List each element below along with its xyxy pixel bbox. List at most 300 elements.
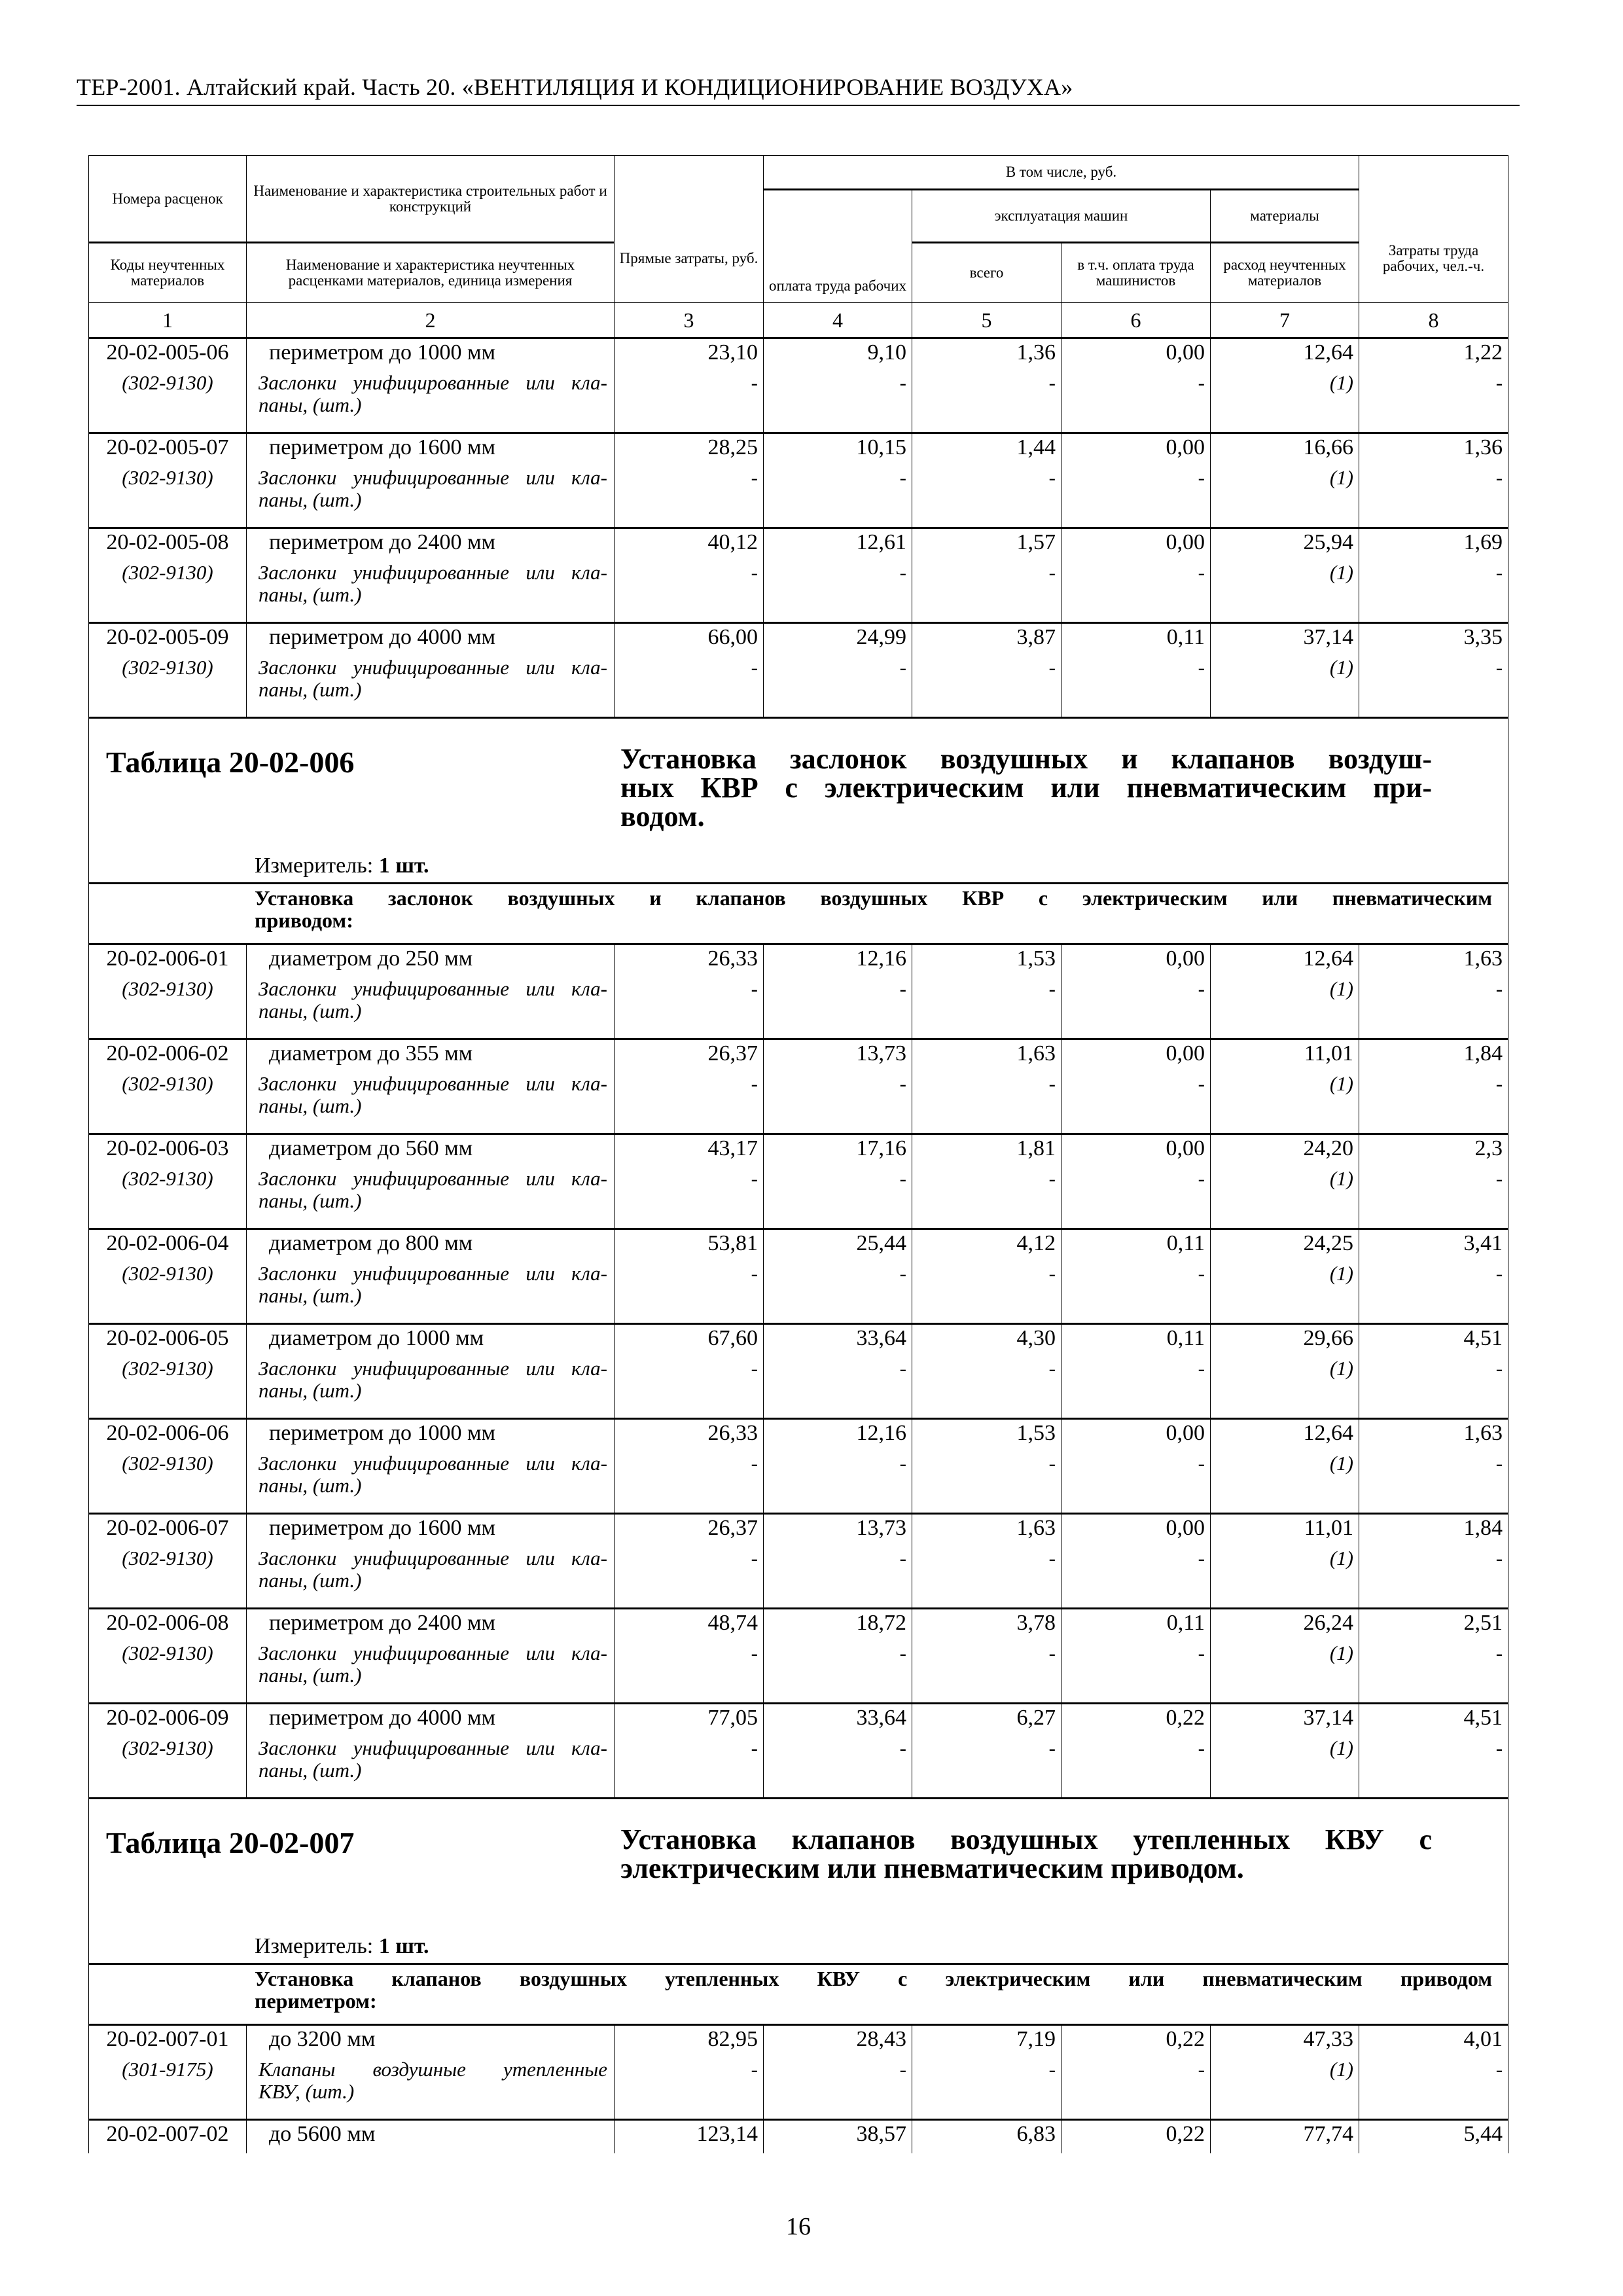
column-numbers-row [89, 303, 1508, 338]
material-description-line: паны, (шт.) [259, 1474, 362, 1497]
rate-value: 4,51 [1359, 1324, 1508, 1358]
material-description [247, 1073, 615, 1134]
material-code: (302-9130) [89, 1357, 247, 1419]
material-row [89, 1452, 1508, 1514]
rate-value: 1,53 [912, 1419, 1061, 1453]
material-value: - [615, 1263, 764, 1324]
material-value: - [912, 1168, 1061, 1229]
rate-value: 0,00 [1061, 1419, 1211, 1453]
material-value: - [615, 1737, 764, 1799]
material-description [247, 2058, 615, 2120]
rate-value: 0,00 [1061, 433, 1211, 467]
column-number: 1 [89, 303, 247, 338]
table-title [620, 1825, 1432, 1883]
rate-description: периметром до 1600 мм [247, 433, 615, 467]
rate-code: 20-02-007-02 [89, 2120, 247, 2154]
rate-value: 13,73 [764, 1514, 912, 1548]
rate-value: 67,60 [615, 1324, 764, 1358]
rate-value: 1,84 [1359, 1039, 1508, 1073]
rate-value: 6,83 [912, 2120, 1061, 2154]
material-value: - [1061, 1452, 1211, 1514]
rate-value: 13,73 [764, 1039, 912, 1073]
rate-value: 12,64 [1211, 944, 1359, 978]
material-value: - [764, 1642, 912, 1704]
rate-value: 29,66 [1211, 1324, 1359, 1358]
rate-value: 24,20 [1211, 1134, 1359, 1168]
material-value: - [912, 978, 1061, 1039]
material-code: (302-9130) [89, 1452, 247, 1514]
material-row [89, 1547, 1508, 1609]
material-value: - [1061, 1357, 1211, 1419]
rate-value: 0,11 [1061, 1324, 1211, 1358]
rate-value: 2,51 [1359, 1609, 1508, 1643]
rate-value: 48,74 [615, 1609, 764, 1643]
rate-value: 1,63 [912, 1514, 1061, 1548]
rate-value: 1,53 [912, 944, 1061, 978]
rate-description: периметром до 2400 мм [247, 528, 615, 562]
material-code: (302-9130) [89, 1642, 247, 1704]
rate-value: 43,17 [615, 1134, 764, 1168]
rate-value: 5,44 [1359, 2120, 1508, 2154]
material-description [247, 1642, 615, 1704]
material-code: (302-9130) [89, 1737, 247, 1799]
material-description [247, 372, 615, 433]
material-value: - [1359, 978, 1508, 1039]
material-value: (1) [1211, 1263, 1359, 1324]
material-value: - [764, 2058, 912, 2120]
material-row [89, 372, 1508, 433]
rate-value: 3,35 [1359, 623, 1508, 657]
rate-value: 3,87 [912, 623, 1061, 657]
material-row [89, 1737, 1508, 1799]
material-value: (1) [1211, 2058, 1359, 2120]
rate-value: 12,64 [1211, 1419, 1359, 1453]
table-title-line: ных КВР с электрическим или пневматическим при- [620, 772, 1432, 804]
material-value: - [1359, 372, 1508, 433]
material-value: - [764, 1737, 912, 1799]
material-row [89, 656, 1508, 718]
unit-label: Измеритель: [255, 1934, 374, 1958]
rate-code: 20-02-006-04 [89, 1229, 247, 1263]
material-value: - [764, 372, 912, 433]
column-number: 6 [1061, 303, 1211, 338]
rate-value: 37,14 [1211, 1704, 1359, 1738]
rate-description: до 3200 мм [247, 2025, 615, 2059]
rate-value: 17,16 [764, 1134, 912, 1168]
rate-value: 4,01 [1359, 2025, 1508, 2059]
rate-value: 33,64 [764, 1704, 912, 1738]
column-number: 2 [247, 303, 615, 338]
rate-description: периметром до 1000 мм [247, 338, 615, 372]
material-description-line: Заслонки унифицированные или кла- [259, 656, 607, 679]
material-value: - [615, 1168, 764, 1229]
table-title-row [89, 718, 1508, 884]
material-description-line: Заслонки унифицированные или кла- [259, 1357, 607, 1380]
rate-row [89, 433, 1508, 467]
material-value: - [1359, 1642, 1508, 1704]
group-heading [89, 1964, 1508, 2025]
group-heading [89, 884, 1508, 944]
material-value: - [615, 1452, 764, 1514]
rate-value: 1,36 [1359, 433, 1508, 467]
material-value: - [1359, 1452, 1508, 1514]
material-code: (302-9130) [89, 978, 247, 1039]
material-value: - [764, 1263, 912, 1324]
material-code: (302-9130) [89, 1168, 247, 1229]
rate-value: 28,25 [615, 433, 764, 467]
material-value: - [764, 978, 912, 1039]
rate-value: 9,10 [764, 338, 912, 372]
material-value: (1) [1211, 978, 1359, 1039]
material-value: - [1359, 1263, 1508, 1324]
material-description [247, 562, 615, 623]
rate-value: 26,24 [1211, 1609, 1359, 1643]
group-heading-row [89, 1964, 1508, 2025]
material-value: - [1061, 656, 1211, 718]
material-description-line: паны, (шт.) [259, 1759, 362, 1782]
rate-value: 18,72 [764, 1609, 912, 1643]
rate-value: 12,16 [764, 1419, 912, 1453]
material-value: - [764, 1357, 912, 1419]
material-value: (1) [1211, 467, 1359, 528]
table-title-line: электрическим или пневматическим приводом. [620, 1852, 1244, 1884]
material-code: (302-9130) [89, 656, 247, 718]
table-title-cell [89, 718, 1508, 884]
rate-code: 20-02-005-07 [89, 433, 247, 467]
rate-value: 26,37 [615, 1039, 764, 1073]
rate-value: 1,81 [912, 1134, 1061, 1168]
material-value: - [1061, 1168, 1211, 1229]
material-description-line: паны, (шт.) [259, 583, 362, 606]
material-value: - [615, 372, 764, 433]
material-description [247, 1168, 615, 1229]
rate-description: периметром до 4000 мм [247, 623, 615, 657]
header-labor-hours: Затраты труда рабочих, чел.-ч. [1359, 156, 1508, 303]
header-material-names: Наименование и характеристика неучтенных расценками материалов, единица измерения [247, 243, 615, 303]
rate-value: 12,16 [764, 944, 912, 978]
rate-code: 20-02-006-01 [89, 944, 247, 978]
rate-value: 12,64 [1211, 338, 1359, 372]
material-value: - [1359, 1737, 1508, 1799]
rate-row [89, 1324, 1508, 1358]
table-title-line: Установка клапанов воздушных утепленных КВУ с [620, 1823, 1432, 1856]
rate-row [89, 1419, 1508, 1453]
rate-value: 2,3 [1359, 1134, 1508, 1168]
rate-value: 1,44 [912, 433, 1061, 467]
rate-value: 0,00 [1061, 1039, 1211, 1073]
rate-code: 20-02-006-02 [89, 1039, 247, 1073]
rate-value: 66,00 [615, 623, 764, 657]
rate-value: 3,78 [912, 1609, 1061, 1643]
material-description-line: Клапаны воздушные утепленные [259, 2058, 607, 2081]
group-heading-line: Установка клапанов воздушных утепленных КВУ с электрическим или пневматическим приводом [255, 1967, 1493, 1990]
rate-code: 20-02-006-05 [89, 1324, 247, 1358]
material-row [89, 1642, 1508, 1704]
material-description-line: КВУ, (шт.) [259, 2080, 355, 2103]
table-title-line: водом. [620, 800, 705, 833]
header-worker-pay: оплата труда рабочих [764, 190, 912, 303]
material-description [247, 978, 615, 1039]
rate-value: 1,22 [1359, 338, 1508, 372]
material-value: - [912, 1452, 1061, 1514]
rate-row [89, 944, 1508, 978]
rate-row [89, 1039, 1508, 1073]
header-machinist-pay: в т.ч. оплата труда машинистов [1061, 243, 1211, 303]
rate-value: 23,10 [615, 338, 764, 372]
material-value: - [615, 1642, 764, 1704]
rate-value: 0,22 [1061, 2025, 1211, 2059]
header-material-consumption: расход неучтенных материалов [1211, 243, 1359, 303]
rate-value: 0,11 [1061, 1229, 1211, 1263]
rate-value: 77,74 [1211, 2120, 1359, 2154]
header-material-codes: Коды неучтенных материалов [89, 243, 247, 303]
table-title-cell [89, 1799, 1508, 1964]
rate-code: 20-02-007-01 [89, 2025, 247, 2059]
rate-code: 20-02-006-08 [89, 1609, 247, 1643]
material-value: - [764, 1073, 912, 1134]
material-value: - [764, 1168, 912, 1229]
material-value: (1) [1211, 1073, 1359, 1134]
material-description-line: Заслонки унифицированные или кла- [259, 1452, 607, 1475]
material-value: - [1359, 562, 1508, 623]
unit-of-measure [255, 853, 429, 878]
material-row [89, 467, 1508, 528]
rate-value: 25,44 [764, 1229, 912, 1263]
material-value: - [1359, 1357, 1508, 1419]
material-value: (1) [1211, 1737, 1359, 1799]
material-row [89, 562, 1508, 623]
rate-value: 28,43 [764, 2025, 912, 2059]
column-number: 7 [1211, 303, 1359, 338]
table-number: Таблица 20-02-006 [106, 745, 355, 779]
material-description [247, 467, 615, 528]
material-value: - [1061, 1642, 1211, 1704]
material-description-line: паны, (шт.) [259, 1284, 362, 1307]
material-value: - [912, 1547, 1061, 1609]
material-value: (1) [1211, 1547, 1359, 1609]
material-description-line: паны, (шт.) [259, 393, 362, 416]
column-number: 5 [912, 303, 1061, 338]
material-description-line: паны, (шт.) [259, 488, 362, 511]
material-code: (302-9130) [89, 1547, 247, 1609]
unit-label: Измеритель: [255, 853, 374, 878]
material-description-line: Заслонки унифицированные или кла- [259, 1072, 607, 1095]
material-value: - [615, 978, 764, 1039]
page-number: 16 [786, 2213, 811, 2240]
rate-value: 33,64 [764, 1324, 912, 1358]
unit-value: 1 шт. [378, 1934, 429, 1958]
material-value: - [1359, 467, 1508, 528]
rate-description: периметром до 4000 мм [247, 1704, 615, 1738]
material-description-line: Заслонки унифицированные или кла- [259, 977, 607, 1000]
rate-code: 20-02-005-09 [89, 623, 247, 657]
table-title-line: Установка заслонок воздушных и клапанов воздуш- [620, 743, 1432, 775]
rate-description: диаметром до 560 мм [247, 1134, 615, 1168]
rate-value: 26,33 [615, 944, 764, 978]
material-code: (302-9130) [89, 562, 247, 623]
rate-description: диаметром до 800 мм [247, 1229, 615, 1263]
rate-description: периметром до 2400 мм [247, 1609, 615, 1643]
material-description-line: Заслонки унифицированные или кла- [259, 1167, 607, 1190]
rate-description: диаметром до 355 мм [247, 1039, 615, 1073]
material-description [247, 1547, 615, 1609]
rate-row [89, 1704, 1508, 1738]
material-value: (1) [1211, 1357, 1359, 1419]
rate-row [89, 528, 1508, 562]
material-value: - [1359, 1168, 1508, 1229]
rate-value: 40,12 [615, 528, 764, 562]
table-title [620, 745, 1432, 831]
rate-value: 1,69 [1359, 528, 1508, 562]
unit-value: 1 шт. [378, 853, 429, 878]
rate-value: 0,11 [1061, 1609, 1211, 1643]
rate-value: 47,33 [1211, 2025, 1359, 2059]
rates-table [88, 155, 1508, 2153]
material-value: - [615, 1547, 764, 1609]
material-description-line: паны, (шт.) [259, 1189, 362, 1212]
material-description-line: паны, (шт.) [259, 1664, 362, 1687]
material-description [247, 1452, 615, 1514]
rate-value: 16,66 [1211, 433, 1359, 467]
material-description [247, 1357, 615, 1419]
rate-value: 123,14 [615, 2120, 764, 2154]
rate-row [89, 1134, 1508, 1168]
material-value: - [764, 1547, 912, 1609]
material-value: - [1061, 372, 1211, 433]
column-number: 4 [764, 303, 912, 338]
material-description [247, 656, 615, 718]
running-title: ТЕР-2001. Алтайский край. Часть 20. «ВЕНТИЛЯЦИЯ И КОНДИЦИОНИРОВАНИЕ ВОЗДУХА» [77, 74, 1073, 100]
rate-row [89, 338, 1508, 372]
material-value: - [912, 372, 1061, 433]
material-value: - [1061, 1737, 1211, 1799]
rate-value: 37,14 [1211, 623, 1359, 657]
material-row [89, 1263, 1508, 1324]
material-code: (301-9175) [89, 2058, 247, 2120]
material-value: - [1061, 1547, 1211, 1609]
material-description-line: Заслонки унифицированные или кла- [259, 371, 607, 394]
material-value: - [615, 1357, 764, 1419]
material-description-line: паны, (шт.) [259, 1094, 362, 1117]
material-value: - [1359, 2058, 1508, 2120]
unit-of-measure [255, 1934, 429, 1959]
rate-value: 82,95 [615, 2025, 764, 2059]
rate-value: 1,57 [912, 528, 1061, 562]
table-title-row [89, 1799, 1508, 1964]
material-code: (302-9130) [89, 467, 247, 528]
group-heading-row [89, 884, 1508, 944]
material-value: - [764, 467, 912, 528]
rate-value: 0,22 [1061, 1704, 1211, 1738]
rate-value: 4,30 [912, 1324, 1061, 1358]
material-description-line: паны, (шт.) [259, 999, 362, 1022]
material-value: - [912, 467, 1061, 528]
material-description-line: Заслонки унифицированные или кла- [259, 466, 607, 489]
rate-value: 1,36 [912, 338, 1061, 372]
material-value: (1) [1211, 1642, 1359, 1704]
material-description [247, 1263, 615, 1324]
material-value: (1) [1211, 372, 1359, 433]
material-value: (1) [1211, 1168, 1359, 1229]
material-value: - [912, 1357, 1061, 1419]
material-value: - [912, 656, 1061, 718]
rate-value: 0,00 [1061, 1134, 1211, 1168]
material-description-line: Заслонки унифицированные или кла- [259, 1262, 607, 1285]
material-value: - [912, 1737, 1061, 1799]
material-description-line: паны, (шт.) [259, 1569, 362, 1592]
rate-value: 24,25 [1211, 1229, 1359, 1263]
material-value: - [912, 1642, 1061, 1704]
rate-description: диаметром до 1000 мм [247, 1324, 615, 1358]
material-description-line: Заслонки унифицированные или кла- [259, 1547, 607, 1570]
header-work-name: Наименование и характеристика строительных работ и конструкций [247, 156, 615, 243]
material-description [247, 1737, 615, 1799]
material-code: (302-9130) [89, 372, 247, 433]
rate-value: 11,01 [1211, 1039, 1359, 1073]
material-value: (1) [1211, 1452, 1359, 1514]
rate-row [89, 1229, 1508, 1263]
material-description-line: Заслонки унифицированные или кла- [259, 1641, 607, 1664]
rate-value: 1,63 [912, 1039, 1061, 1073]
rate-value: 26,37 [615, 1514, 764, 1548]
rate-value: 11,01 [1211, 1514, 1359, 1548]
rate-row [89, 1609, 1508, 1643]
rate-value: 12,61 [764, 528, 912, 562]
material-value: - [1061, 562, 1211, 623]
rate-value: 4,51 [1359, 1704, 1508, 1738]
material-value: - [1061, 1263, 1211, 1324]
material-value: - [1359, 656, 1508, 718]
material-code: (302-9130) [89, 1263, 247, 1324]
rate-value: 1,63 [1359, 1419, 1508, 1453]
header-machines-total: всего [912, 243, 1061, 303]
rate-code: 20-02-005-06 [89, 338, 247, 372]
material-value: - [912, 1263, 1061, 1324]
rate-description: до 5600 мм [247, 2120, 615, 2154]
rate-code: 20-02-006-06 [89, 1419, 247, 1453]
rate-value: 53,81 [615, 1229, 764, 1263]
material-value: - [615, 562, 764, 623]
rate-row [89, 2120, 1508, 2154]
material-value: - [615, 1073, 764, 1134]
material-value: - [1061, 2058, 1211, 2120]
material-row [89, 1073, 1508, 1134]
rate-code: 20-02-005-08 [89, 528, 247, 562]
rate-value: 0,00 [1061, 528, 1211, 562]
material-description-line: Заслонки унифицированные или кла- [259, 561, 607, 584]
material-value: - [615, 656, 764, 718]
material-value: - [615, 467, 764, 528]
rate-value: 0,11 [1061, 623, 1211, 657]
rate-row [89, 2025, 1508, 2059]
material-value: - [912, 1073, 1061, 1134]
column-number: 3 [615, 303, 764, 338]
material-row [89, 2058, 1508, 2120]
header-including: В том числе, руб. [764, 156, 1359, 190]
material-value: (1) [1211, 562, 1359, 623]
header-materials: материалы [1211, 190, 1359, 243]
rate-row [89, 623, 1508, 657]
rate-value: 4,12 [912, 1229, 1061, 1263]
material-value: - [1359, 1547, 1508, 1609]
rate-value: 1,84 [1359, 1514, 1508, 1548]
rate-description: диаметром до 250 мм [247, 944, 615, 978]
material-code: (302-9130) [89, 1073, 247, 1134]
header-rate-numbers: Номера расценок [89, 156, 247, 243]
material-value: - [615, 2058, 764, 2120]
group-heading-line: Установка заслонок воздушных и клапанов воздушных КВР с электрическим или пневматическим [255, 886, 1493, 910]
material-row [89, 978, 1508, 1039]
